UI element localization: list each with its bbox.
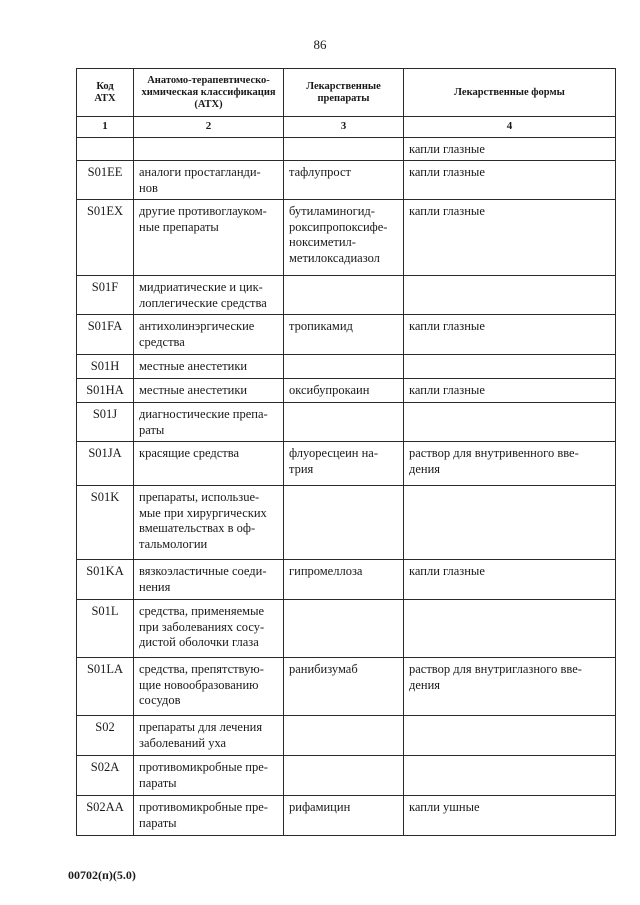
atc-code-cell xyxy=(77,137,134,161)
form-cell xyxy=(404,716,616,756)
drug-cell: флуоресцеин на- трия xyxy=(284,442,404,486)
table-row xyxy=(77,200,616,276)
drug-cell: оксибупрокаин xyxy=(284,379,404,403)
column-number-row xyxy=(77,117,616,138)
atc-name-cell: аналоги простагланди- нов xyxy=(134,161,284,200)
form-cell: капли глазные xyxy=(404,137,616,161)
atc-code-cell: S01EE xyxy=(77,161,134,200)
drug-cell xyxy=(284,716,404,756)
form-cell: капли глазные xyxy=(404,161,616,200)
table-row xyxy=(77,403,616,442)
atc-code-cell: S01L xyxy=(77,600,134,658)
table-row xyxy=(77,276,616,315)
atc-code-cell: S01LA xyxy=(77,658,134,716)
table-row xyxy=(77,161,616,200)
table-row xyxy=(77,756,616,796)
header-drugs: Лекарственные препараты xyxy=(284,69,404,117)
drug-cell: тафлупрост xyxy=(284,161,404,200)
table-row xyxy=(77,486,616,560)
form-cell: раствор для внутриглазного вве- дения xyxy=(404,658,616,716)
header-dosage-forms: Лекарственные формы xyxy=(404,69,616,117)
form-cell xyxy=(404,486,616,560)
form-cell xyxy=(404,276,616,315)
column-number: 2 xyxy=(134,117,284,138)
atc-name-cell: другие противоглауком- ные препараты xyxy=(134,200,284,276)
atc-name-cell: антихолинэргические средства xyxy=(134,315,284,355)
column-number: 4 xyxy=(404,117,616,138)
atc-name-cell: средства, препятствую- щие новообразованию сосудов xyxy=(134,658,284,716)
atc-name-cell: противомикробные пре- параты xyxy=(134,796,284,836)
table-row xyxy=(77,379,616,403)
table-header-row xyxy=(77,69,616,117)
atc-name-cell: местные анестетики xyxy=(134,355,284,379)
atc-code-cell: S01FA xyxy=(77,315,134,355)
table-row xyxy=(77,716,616,756)
form-cell: капли глазные xyxy=(404,315,616,355)
table-row xyxy=(77,560,616,600)
form-cell xyxy=(404,600,616,658)
table-row xyxy=(77,600,616,658)
drug-cell: рифамицин xyxy=(284,796,404,836)
atc-code-cell: S02A xyxy=(77,756,134,796)
atc-name-cell: красящие средства xyxy=(134,442,284,486)
atc-name-cell: противомикробные пре- параты xyxy=(134,756,284,796)
table-row xyxy=(77,137,616,161)
atc-code-cell: S01JA xyxy=(77,442,134,486)
table-row xyxy=(77,315,616,355)
atc-code-cell: S02 xyxy=(77,716,134,756)
atc-drug-table xyxy=(76,68,616,836)
form-cell xyxy=(404,403,616,442)
drug-cell xyxy=(284,600,404,658)
drug-cell xyxy=(284,403,404,442)
header-atc-classification: Анатомо-терапевтическо- химическая классификация (АТХ) xyxy=(134,69,284,117)
drug-cell xyxy=(284,355,404,379)
atc-name-cell: вязкоэластичные соеди- нения xyxy=(134,560,284,600)
atc-code-cell: S01F xyxy=(77,276,134,315)
table-row xyxy=(77,355,616,379)
drug-cell: гипромеллоза xyxy=(284,560,404,600)
atc-name-cell: мидриатические и цик- лоплегические средства xyxy=(134,276,284,315)
atc-code-cell: S01J xyxy=(77,403,134,442)
atc-name-cell xyxy=(134,137,284,161)
column-number: 3 xyxy=(284,117,404,138)
atc-code-cell: S01KA xyxy=(77,560,134,600)
drug-cell xyxy=(284,276,404,315)
atc-name-cell: местные анестетики xyxy=(134,379,284,403)
form-cell xyxy=(404,355,616,379)
form-cell: капли глазные xyxy=(404,200,616,276)
form-cell xyxy=(404,756,616,796)
header-atc-code: Код АТХ xyxy=(77,69,134,117)
atc-code-cell: S01EX xyxy=(77,200,134,276)
atc-name-cell: средства, применяемые при заболеваниях сосу- дистой оболочки глаза xyxy=(134,600,284,658)
page-number: 86 xyxy=(313,37,327,52)
atc-name-cell: препараты для лечения заболеваний уха xyxy=(134,716,284,756)
drug-cell xyxy=(284,756,404,796)
form-cell: раствор для внутривенного вве- дения xyxy=(404,442,616,486)
drug-cell xyxy=(284,486,404,560)
table-row xyxy=(77,442,616,486)
atc-code-cell: S01K xyxy=(77,486,134,560)
atc-code-cell: S02AA xyxy=(77,796,134,836)
drug-cell xyxy=(284,137,404,161)
document-code: 00702(п)(5.0) xyxy=(68,868,136,882)
atc-code-cell: S01H xyxy=(77,355,134,379)
column-number: 1 xyxy=(77,117,134,138)
table-row xyxy=(77,658,616,716)
form-cell: капли ушные xyxy=(404,796,616,836)
form-cell: капли глазные xyxy=(404,379,616,403)
atc-name-cell: препараты, использue- мые при хирургических вмешательствах в оф- тальмологии xyxy=(134,486,284,560)
form-cell: капли глазные xyxy=(404,560,616,600)
drug-cell: тропикамид xyxy=(284,315,404,355)
table-row xyxy=(77,796,616,836)
atc-name-cell: диагностические препа- раты xyxy=(134,403,284,442)
drug-cell: ранибизумаб xyxy=(284,658,404,716)
drug-cell: бутиламиногид- роксипропоксифе- ноксиметил- метилоксадиазол xyxy=(284,200,404,276)
atc-code-cell: S01HA xyxy=(77,379,134,403)
